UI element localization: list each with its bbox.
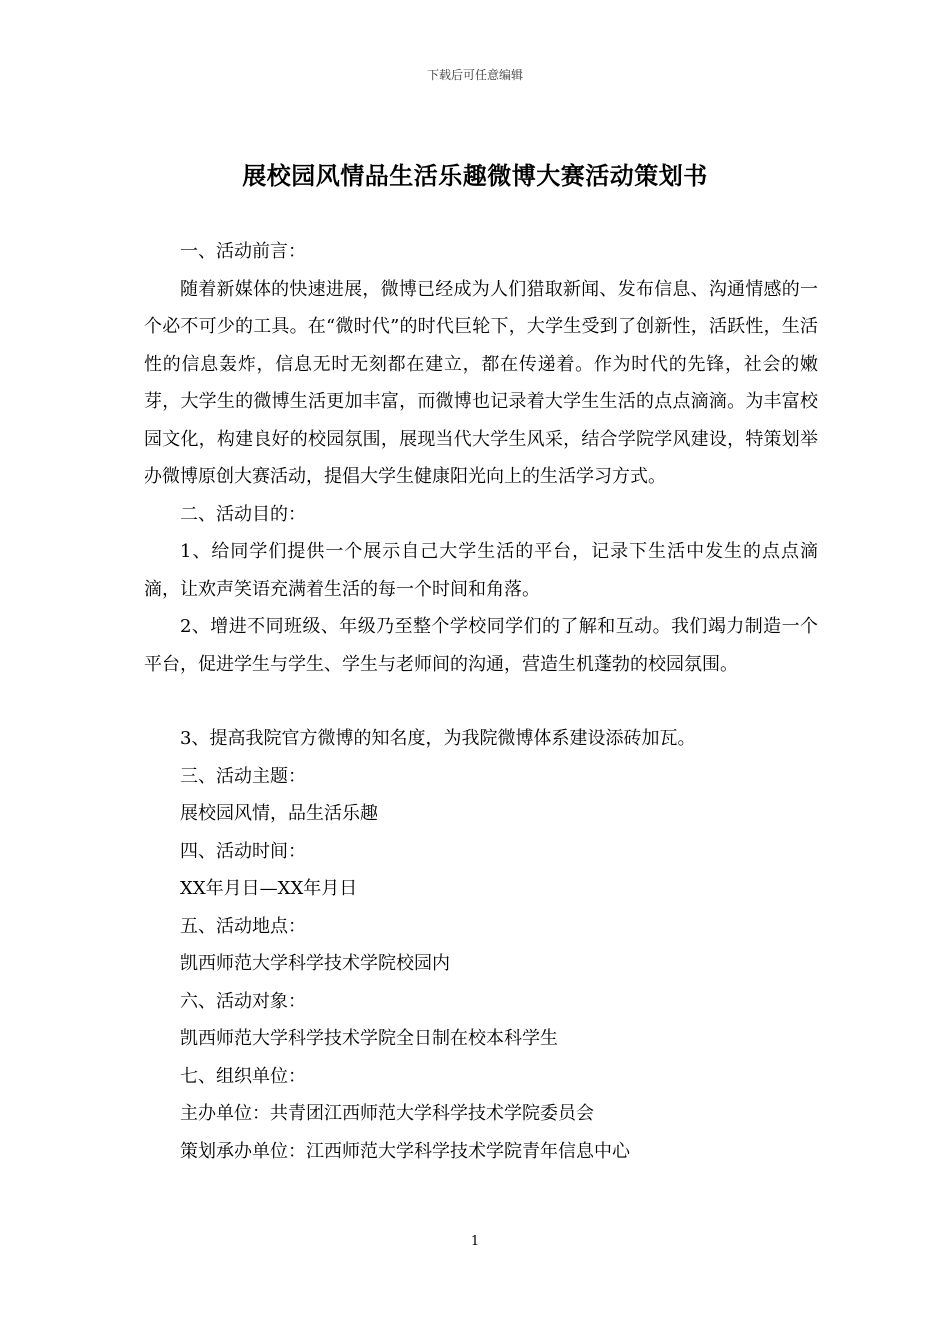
section-heading-purpose: 二、活动目的： xyxy=(180,503,306,525)
page-header-note: 下载后可任意编辑 xyxy=(426,68,523,82)
location-text: 凯西师范大学科学技术学院校园内 xyxy=(180,953,450,974)
purpose-item-3: 3、提高我院官方微博的知名度，为我院微博体系建设添砖加瓦。 xyxy=(180,728,696,749)
audience-text: 凯西师范大学科学技术学院全日制在校本科学生 xyxy=(180,1028,558,1049)
section-heading-preface: 一、活动前言： xyxy=(180,241,306,262)
purpose-item-1: 1、给同学们提供一个展示自己大学生活的平台，记录下生活中发生的点点滴滴，让欢声笑语充满着生活的每一个时间和角落。 xyxy=(144,541,818,600)
host-organizer-text: 主办单位：共青团江西师范大学科学技术学院委员会 xyxy=(180,1103,594,1124)
time-text: XX年月日—XX年月日 xyxy=(180,878,358,899)
document-body xyxy=(144,233,818,1170)
document-title: 展校园风情品生活乐趣微博大赛活动策划书 xyxy=(242,161,708,190)
section-heading-theme: 三、活动主题： xyxy=(180,765,306,787)
preface-paragraph: 随着新媒体的快速进展，微博已经成为人们猎取新闻、发布信息、沟通情感的一个必不可少的工具。在“微时代”的时代巨轮下，大学生受到了创新性，活跃性，生活性的信息轰炸，信息无时无刻都在建立，都在传递着。作为时代的先锋，社会的嫩芽，大学生的微博生活更加丰富，而微博也记录着大学生生活的点点滴滴。为丰富校园文化，构建良好的校园氛围，展现当代大学生风采，结合学院学风建设，特策划举办微博原创大赛活动，提倡大学生健康阳光向上的生活学习方式。 xyxy=(144,278,818,487)
page-number: 1 xyxy=(470,1234,480,1249)
theme-text: 展校园风情，品生活乐趣 xyxy=(180,803,378,824)
section-heading-time: 四、活动时间： xyxy=(180,840,306,862)
planning-organizer-text: 策划承办单位：江西师范大学科学技术学院青年信息中心 xyxy=(180,1140,630,1162)
purpose-item-2: 2、增进不同班级、年级乃至整个学校同学们的了解和互动。我们竭力制造一个平台，促进学生与学生、学生与老师间的沟通，营造生机蓬勃的校园氛围。 xyxy=(144,616,818,675)
section-heading-organizers: 七、组织单位： xyxy=(180,1065,306,1087)
section-heading-audience: 六、活动对象： xyxy=(180,990,306,1012)
section-heading-location: 五、活动地点： xyxy=(180,915,306,937)
